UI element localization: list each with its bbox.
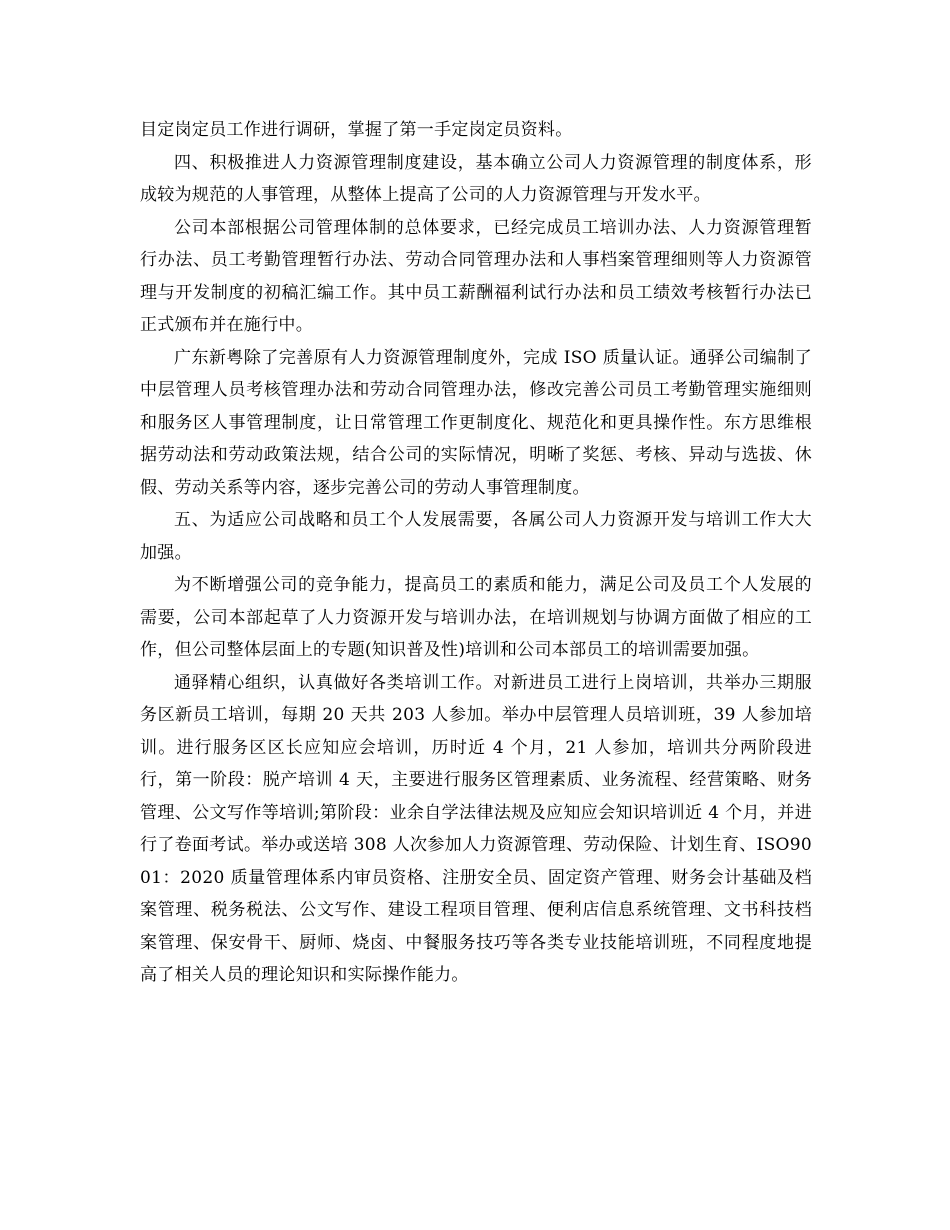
paragraph-training-plan: 为不断增强公司的竞争能力，提高员工的素质和能力，满足公司及员工个人发展的需要，公司本部起草了人力资源开发与培训办法，在培训规划与协调方面做了相应的工作，但公司整体层面上的专题(知识普及性)培训和公司本部员工的培训需要加强。 bbox=[140, 575, 812, 660]
paragraph-training-details: 通驿精心组织，认真做好各类培训工作。对新进员工进行上岗培训，共举办三期服务区新员工培训，每期 20 天共 203 人参加。举办中层管理人员培训班，39 人参加培训。进行服务区区长应知应会培训，历时近 4 个月，21 人参加，培训共分两阶段进行，第一阶段：脱产培训 4 天，主要进行服务区管理素质、业务流程、经营策略、财务管理、公文写作等培训;第阶段：业余自学法律法规及应知应会知识培训近 4 个月，并进行了卷面考试。举办或送培 308 人次参加人力资源管理、劳动保险、计划生育、ISO9001：2020 质量管理体系内审员资格、注册安全员、固定资产管理、财务会计基础及档案管理、税务税法、公文写作、建设工程项目管理、便利店信息系统管理、文书科技档案管理、保安骨干、厨师、烧卤、中餐服务技巧等各类专业技能培训班，不同程度地提高了相关人员的理论知识和实际操作能力。 bbox=[140, 672, 812, 985]
document-body bbox=[140, 114, 812, 992]
paragraph-headquarters-policies: 公司本部根据公司管理体制的总体要求，已经完成员工培训办法、人力资源管理暂行办法、员工考勤管理暂行办法、劳动合同管理办法和人事档案管理细则等人力资源管理与开发制度的初稿汇编工作。其中员工薪酬福利试行办法和员工绩效考核暂行办法已正式颁布并在施行中。 bbox=[140, 217, 812, 335]
paragraph-subsidiary-policies: 广东新粤除了完善原有人力资源管理制度外，完成 ISO 质量认证。通驿公司编制了中层管理人员考核管理办法和劳动合同管理办法，修改完善公司员工考勤管理实施细则和服务区人事管理制度，让日常管理工作更制度化、规范化和更具操作性。东方思维根据劳动法和劳动政策法规，结合公司的实际情况，明晰了奖惩、考核、异动与选拔、休假、劳动关系等内容，逐步完善公司的劳动人事管理制度。 bbox=[140, 347, 812, 498]
paragraph-section-four-heading: 四、积极推进人力资源管理制度建设，基本确立公司人力资源管理的制度体系，形成较为规范的人事管理，从整体上提高了公司的人力资源管理与开发水平。 bbox=[140, 152, 812, 205]
paragraph-continuation: 目定岗定员工作进行调研，掌握了第一手定岗定员资料。 bbox=[140, 120, 573, 140]
paragraph-section-five-heading: 五、为适应公司战略和员工个人发展需要，各属公司人力资源开发与培训工作大大加强。 bbox=[140, 510, 812, 563]
